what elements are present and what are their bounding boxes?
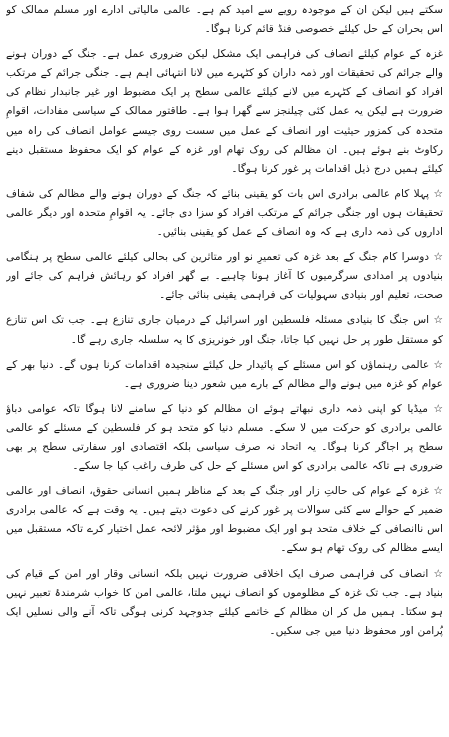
paragraph-point-conflict-resolution: ☆ اس جنگ کا بنیادی مسئلہ فلسطین اور اسرائیل کے درمیان جاری تنازع ہے۔ جب تک اس تنازع کو مستقل طور پر حل نہیں کیا جاتا، جنگ اور خونریزی کا یہ سلسلہ جاری رہے گا۔: [6, 314, 443, 346]
paragraph-point-world-leaders: ☆ عالمی رہنماؤں کو اس مسئلے کے پائیدار حل کیلئے سنجیدہ اقدامات کرنا ہوں گے۔ دنیا بھر کے عوام کو غزہ میں ہونے والے مظالم کے بارے میں شعور دینا ضروری ہے۔: [6, 358, 443, 390]
paragraph-point-investigation: ☆ پہلا کام عالمی برادری اس بات کو یقینی بنائے کہ جنگ کے دوران ہونے والے مظالم کی شفاف تحقیقات ہوں اور جنگی جرائم کے مرتکب افراد کو سزا دی جائے۔ یہ اقوامِ متحدہ اور دیگر عالمی اداروں کی ذمہ داری ہے کہ وہ انصاف کے عمل کو یقینی بنائیں۔: [6, 187, 443, 239]
paragraph-point-conclusion: ☆ انصاف کی فراہمی صرف ایک اخلاقی ضرورت نہیں بلکہ انسانی وقار اور امن کے قیام کی بنیاد ہے۔ جب تک غزہ کے مظلوموں کو انصاف نہیں ملتا، عالمی امن کا خواب شرمندۂ تعبیر نہیں ہو سکتا۔ ہمیں مل کر ان مظالم کے خاتمے کیلئے جدوجہد کرنی ہوگی تاکہ آنے والی نسلیں ایک پُرامن اور محفوظ دنیا میں جی سکیں۔: [6, 567, 443, 637]
paragraph-point-reconstruction: ☆ دوسرا کام جنگ کے بعد غزہ کی تعمیرِ نو اور متاثرین کی بحالی کیلئے عالمی سطح پر ہنگامی بنیادوں پر امدادی سرگرمیوں کا آغاز ہونا چاہیے۔ بے گھر افراد کو رہائش فراہم کی جائے اور صحت، تعلیم اور بنیادی سہولیات کی فراہمی یقینی بنائی جائے۔: [6, 251, 443, 302]
paragraph-justice-overview: غزہ کے عوام کیلئے انصاف کی فراہمی ایک مشکل لیکن ضروری عمل ہے۔ جنگ کے دوران ہونے والے جرائم کی تحقیقات اور ذمہ داران کو کٹہرے میں لانا انتہائی اہم ہے۔ جنگی جرائم کے مرتکب افراد کو انصاف کے کٹہرے میں لانے کیلئے عالمی سطح پر ایک مضبوط اور غیر جانبدار نظام کی ضرورت ہے لیکن یہ عمل کئی چیلنجز سے گھرا ہوا ہے۔ طاقتور ممالک کے سیاسی مفادات، اقوامِ متحدہ کی کمزور حیثیت اور انصاف کے عمل میں سست روی جیسے عوامل انصاف کی راہ میں رکاوٹ بنے ہوئے ہیں۔ ان مظالم کی روک تھام اور غزہ کے عوام کو ایک محفوظ مستقبل دینے کیلئے ہمیں درج ذیل اقدامات پر غور کرنا ہوگا۔: [6, 48, 443, 175]
paragraph-funding: سکتے ہیں لیکن ان کے موجودہ رویے سے امید کم ہے۔ عالمی مالیاتی ادارے اور مسلم ممالک کو اس بحران کے حل کیلئے خصوصی فنڈ قائم کرنا ہوگا۔: [6, 4, 443, 36]
paragraph-point-human-rights: ☆ غزہ کے عوام کی حالتِ زار اور جنگ کے بعد کے مناظر ہمیں انسانی حقوق، انصاف اور عالمی ضمیر کے حوالے سے کئی سوالات پر غور کرنے کی دعوت دیتے ہیں۔ یہ وقت ہے کہ عالمی برادری اس ناانصافی کے خلاف متحد ہو اور ایک مضبوط اور مؤثر لائحہ عمل اختیار کرے تاکہ مستقبل میں ایسے مظالم کی روک تھام ہو سکے۔: [6, 485, 443, 555]
article-page: [6, 0, 443, 737]
paragraph-point-media: ☆ میڈیا کو اپنی ذمہ داری نبھاتے ہوئے ان مظالم کو دنیا کے سامنے لانا ہوگا تاکہ عوامی دباؤ عالمی برادری کو حرکت میں لا سکے۔ مسلم دنیا کو متحد ہو کر فلسطین کے مسئلے کو عالمی سطح پر اجاگر کرنا ہوگا۔ یہ اتحاد نہ صرف سیاسی بلکہ اقتصادی اور سفارتی سطح پر بھی ضروری ہے تاکہ عالمی برادری کو اس مسئلے کے حل کی طرف راغب کیا جا سکے۔: [6, 402, 443, 473]
